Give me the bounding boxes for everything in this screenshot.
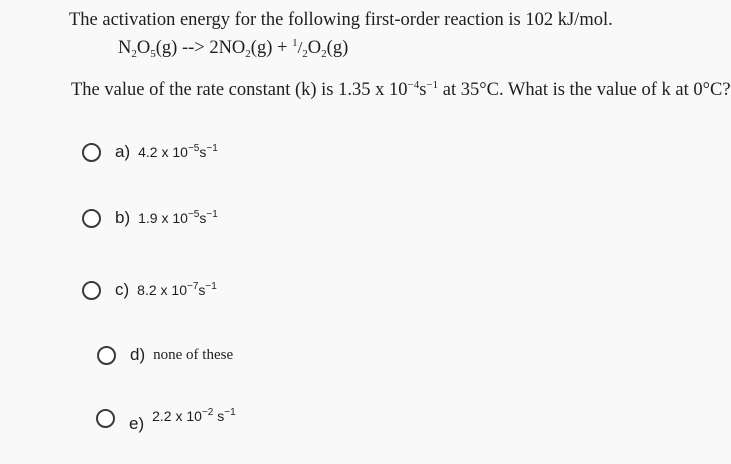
option-letter: a)	[115, 142, 131, 161]
answer-option-a[interactable]	[82, 139, 218, 165]
option-letter: b)	[115, 208, 131, 227]
option-letter: e)	[129, 414, 145, 433]
radio-button[interactable]	[96, 409, 115, 428]
half-fraction: $^1/_2$	[292, 37, 308, 60]
radio-button[interactable]	[82, 281, 101, 300]
reaction-equation: $N_2O_5(g)$ --> $2NO_2(g) + ^1/_2O_2(g)$	[118, 37, 349, 60]
option-letter: d)	[130, 345, 146, 364]
answer-option-c[interactable]	[82, 277, 217, 303]
radio-button[interactable]	[97, 346, 116, 365]
option-value: 1.9 x $10^{-5}s^{-1}$	[138, 209, 218, 226]
answer-option-e[interactable]	[96, 405, 236, 431]
option-value: none of these	[153, 346, 234, 363]
answer-option-b[interactable]	[82, 205, 218, 231]
answer-option-d[interactable]	[97, 342, 233, 368]
option-value: 8.2 x $10^{-7}s^{-1}$	[137, 281, 217, 298]
option-value: 4.2 x $10^{-5}s^{-1}$	[138, 143, 218, 160]
radio-button[interactable]	[82, 209, 101, 228]
question-prompt: The value of the rate constant (k) is 1.35 x $10^{-4}s^{-1}$ at 35°C. What is the value of k at 0°C?	[71, 79, 731, 100]
option-value: 2.2 x $10^{-2}$ $s^{-1}$	[152, 407, 236, 424]
radio-button[interactable]	[82, 143, 101, 162]
option-letter: c)	[115, 280, 130, 299]
question-intro: The activation energy for the following first-order reaction is 102 kJ/mol.	[69, 10, 613, 30]
